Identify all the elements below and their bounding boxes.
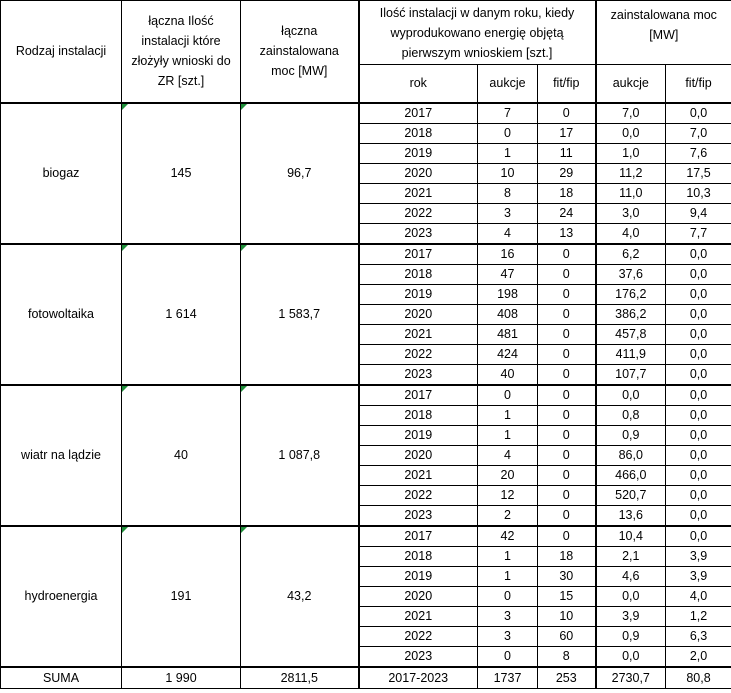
cell-fitfip: 0	[538, 485, 596, 505]
cell-year: 2023	[359, 223, 478, 244]
cell-power-fitfip: 0,0	[666, 304, 731, 324]
cell-year: 2017	[359, 244, 478, 265]
cell-auctions: 2	[478, 505, 538, 526]
cell-power-fitfip: 0,0	[666, 103, 731, 124]
cell-auctions: 1	[478, 143, 538, 163]
cell-fitfip: 10	[538, 606, 596, 626]
cell-year: 2023	[359, 505, 478, 526]
table-row	[1, 385, 731, 406]
header-fitfip: fit/fip	[538, 65, 596, 103]
cell-fitfip: 0	[538, 344, 596, 364]
group-total-count-cell: 145	[122, 103, 241, 244]
cell-power-auctions: 10,4	[596, 526, 666, 547]
cell-fitfip: 0	[538, 103, 596, 124]
cell-power-fitfip: 0,0	[666, 244, 731, 265]
group-type-cell: wiatr na lądzie	[1, 385, 122, 526]
cell-power-fitfip: 0,0	[666, 405, 731, 425]
cell-power-fitfip: 0,0	[666, 526, 731, 547]
header-power-auctions: aukcje	[596, 65, 666, 103]
cell-auctions: 8	[478, 183, 538, 203]
cell-power-fitfip: 0,0	[666, 465, 731, 485]
cell-fitfip: 0	[538, 284, 596, 304]
cell-power-auctions: 3,0	[596, 203, 666, 223]
cell-year: 2019	[359, 566, 478, 586]
summary-years: 2017-2023	[359, 667, 478, 689]
cell-power-fitfip: 3,9	[666, 566, 731, 586]
header-power-group: zainstalowana moc [MW]	[596, 1, 731, 65]
cell-power-auctions: 37,6	[596, 264, 666, 284]
cell-auctions: 1	[478, 425, 538, 445]
cell-auctions: 4	[478, 445, 538, 465]
cell-year: 2021	[359, 606, 478, 626]
cell-fitfip: 15	[538, 586, 596, 606]
cell-power-fitfip: 0,0	[666, 324, 731, 344]
cell-year: 2021	[359, 324, 478, 344]
cell-power-auctions: 3,9	[596, 606, 666, 626]
cell-fitfip: 17	[538, 123, 596, 143]
cell-fitfip: 24	[538, 203, 596, 223]
cell-auctions: 481	[478, 324, 538, 344]
header-count-group: Ilość instalacji w danym roku, kiedy wyprodukowano energię objętą pierwszym wnioskiem [szt.]	[359, 1, 596, 65]
cell-auctions: 1	[478, 405, 538, 425]
cell-fitfip: 0	[538, 505, 596, 526]
cell-auctions: 12	[478, 485, 538, 505]
cell-power-fitfip: 7,6	[666, 143, 731, 163]
cell-power-fitfip: 0,0	[666, 445, 731, 465]
group-total-count-cell: 1 614	[122, 244, 241, 385]
summary-power-auctions: 2730,7	[596, 667, 666, 689]
cell-fitfip: 0	[538, 324, 596, 344]
cell-auctions: 3	[478, 626, 538, 646]
cell-year: 2019	[359, 143, 478, 163]
cell-power-auctions: 86,0	[596, 445, 666, 465]
cell-year: 2018	[359, 546, 478, 566]
summary-total-power: 2811,5	[241, 667, 359, 689]
cell-auctions: 0	[478, 646, 538, 667]
cell-year: 2022	[359, 203, 478, 223]
cell-auctions: 42	[478, 526, 538, 547]
cell-year: 2018	[359, 264, 478, 284]
header-total-power: łączna zainstalowana moc [MW]	[241, 1, 359, 103]
cell-auctions: 198	[478, 284, 538, 304]
cell-fitfip: 11	[538, 143, 596, 163]
cell-fitfip: 29	[538, 163, 596, 183]
cell-auctions: 408	[478, 304, 538, 324]
summary-fitfip: 253	[538, 667, 596, 689]
summary-label: SUMA	[1, 667, 122, 689]
group-total-power-cell: 96,7	[241, 103, 359, 244]
group-total-power-cell: 1 087,8	[241, 385, 359, 526]
cell-year: 2021	[359, 183, 478, 203]
cell-power-auctions: 0,0	[596, 123, 666, 143]
cell-fitfip: 0	[538, 244, 596, 265]
group-total-power-cell: 43,2	[241, 526, 359, 667]
cell-auctions: 20	[478, 465, 538, 485]
cell-power-auctions: 0,9	[596, 626, 666, 646]
table-summary	[1, 667, 731, 689]
cell-power-auctions: 457,8	[596, 324, 666, 344]
summary-total-count: 1 990	[122, 667, 241, 689]
cell-power-fitfip: 17,5	[666, 163, 731, 183]
cell-fitfip: 60	[538, 626, 596, 646]
cell-power-auctions: 1,0	[596, 143, 666, 163]
cell-power-fitfip: 0,0	[666, 344, 731, 364]
group-total-power-cell: 1 583,7	[241, 244, 359, 385]
header-auctions: aukcje	[478, 65, 538, 103]
cell-power-auctions: 2,1	[596, 546, 666, 566]
cell-power-auctions: 0,9	[596, 425, 666, 445]
cell-auctions: 47	[478, 264, 538, 284]
cell-power-auctions: 176,2	[596, 284, 666, 304]
table-row	[1, 103, 731, 124]
cell-fitfip: 0	[538, 445, 596, 465]
cell-year: 2019	[359, 284, 478, 304]
cell-auctions: 0	[478, 385, 538, 406]
cell-auctions: 40	[478, 364, 538, 385]
cell-year: 2022	[359, 626, 478, 646]
header-year: rok	[359, 65, 478, 103]
table-row	[1, 244, 731, 265]
cell-power-auctions: 4,6	[596, 566, 666, 586]
cell-auctions: 7	[478, 103, 538, 124]
cell-power-fitfip: 0,0	[666, 485, 731, 505]
summary-power-fitfip: 80,8	[666, 667, 731, 689]
group-total-count-cell: 191	[122, 526, 241, 667]
cell-auctions: 10	[478, 163, 538, 183]
cell-year: 2020	[359, 586, 478, 606]
cell-fitfip: 0	[538, 526, 596, 547]
cell-auctions: 3	[478, 606, 538, 626]
cell-power-fitfip: 7,0	[666, 123, 731, 143]
cell-fitfip: 0	[538, 465, 596, 485]
cell-fitfip: 0	[538, 425, 596, 445]
cell-power-fitfip: 9,4	[666, 203, 731, 223]
cell-power-auctions: 107,7	[596, 364, 666, 385]
cell-power-auctions: 0,0	[596, 586, 666, 606]
group-type-cell: fotowoltaika	[1, 244, 122, 385]
cell-year: 2022	[359, 485, 478, 505]
cell-power-auctions: 411,9	[596, 344, 666, 364]
cell-power-fitfip: 0,0	[666, 505, 731, 526]
cell-power-auctions: 11,0	[596, 183, 666, 203]
cell-fitfip: 0	[538, 264, 596, 284]
cell-power-auctions: 386,2	[596, 304, 666, 324]
cell-power-fitfip: 3,9	[666, 546, 731, 566]
cell-power-fitfip: 0,0	[666, 284, 731, 304]
cell-power-fitfip: 6,3	[666, 626, 731, 646]
cell-power-fitfip: 0,0	[666, 264, 731, 284]
cell-power-fitfip: 1,2	[666, 606, 731, 626]
cell-power-auctions: 7,0	[596, 103, 666, 124]
table-header	[1, 1, 731, 103]
cell-fitfip: 0	[538, 385, 596, 406]
cell-power-auctions: 466,0	[596, 465, 666, 485]
cell-auctions: 1	[478, 566, 538, 586]
cell-year: 2020	[359, 445, 478, 465]
header-power-fitfip: fit/fip	[666, 65, 731, 103]
cell-year: 2020	[359, 163, 478, 183]
cell-power-auctions: 6,2	[596, 244, 666, 265]
cell-year: 2022	[359, 344, 478, 364]
cell-power-fitfip: 0,0	[666, 364, 731, 385]
cell-fitfip: 0	[538, 304, 596, 324]
cell-fitfip: 18	[538, 546, 596, 566]
cell-fitfip: 30	[538, 566, 596, 586]
cell-year: 2017	[359, 103, 478, 124]
cell-fitfip: 0	[538, 405, 596, 425]
cell-power-auctions: 13,6	[596, 505, 666, 526]
cell-auctions: 3	[478, 203, 538, 223]
cell-auctions: 16	[478, 244, 538, 265]
table-body	[1, 103, 731, 667]
cell-power-fitfip: 10,3	[666, 183, 731, 203]
cell-power-auctions: 0,0	[596, 385, 666, 406]
cell-year: 2020	[359, 304, 478, 324]
cell-auctions: 4	[478, 223, 538, 244]
cell-year: 2017	[359, 526, 478, 547]
cell-power-fitfip: 0,0	[666, 385, 731, 406]
group-total-count-cell: 40	[122, 385, 241, 526]
cell-fitfip: 13	[538, 223, 596, 244]
cell-year: 2023	[359, 646, 478, 667]
cell-fitfip: 18	[538, 183, 596, 203]
table-row	[1, 526, 731, 547]
cell-fitfip: 0	[538, 364, 596, 385]
group-type-cell: hydroenergia	[1, 526, 122, 667]
cell-fitfip: 8	[538, 646, 596, 667]
cell-year: 2019	[359, 425, 478, 445]
group-type-cell: biogaz	[1, 103, 122, 244]
cell-auctions: 1	[478, 546, 538, 566]
summary-row	[1, 667, 731, 689]
cell-power-auctions: 4,0	[596, 223, 666, 244]
cell-power-fitfip: 2,0	[666, 646, 731, 667]
cell-power-auctions: 0,8	[596, 405, 666, 425]
header-type: Rodzaj instalacji	[1, 1, 122, 103]
cell-auctions: 0	[478, 123, 538, 143]
cell-power-fitfip: 7,7	[666, 223, 731, 244]
cell-auctions: 0	[478, 586, 538, 606]
cell-power-fitfip: 4,0	[666, 586, 731, 606]
cell-year: 2023	[359, 364, 478, 385]
cell-year: 2021	[359, 465, 478, 485]
cell-power-fitfip: 0,0	[666, 425, 731, 445]
cell-power-auctions: 520,7	[596, 485, 666, 505]
cell-year: 2018	[359, 405, 478, 425]
summary-auctions: 1737	[478, 667, 538, 689]
cell-year: 2017	[359, 385, 478, 406]
cell-power-auctions: 0,0	[596, 646, 666, 667]
cell-year: 2018	[359, 123, 478, 143]
header-total-count: łączna Ilość instalacji które złożyły wnioski do ZR [szt.]	[122, 1, 241, 103]
cell-power-auctions: 11,2	[596, 163, 666, 183]
cell-auctions: 424	[478, 344, 538, 364]
